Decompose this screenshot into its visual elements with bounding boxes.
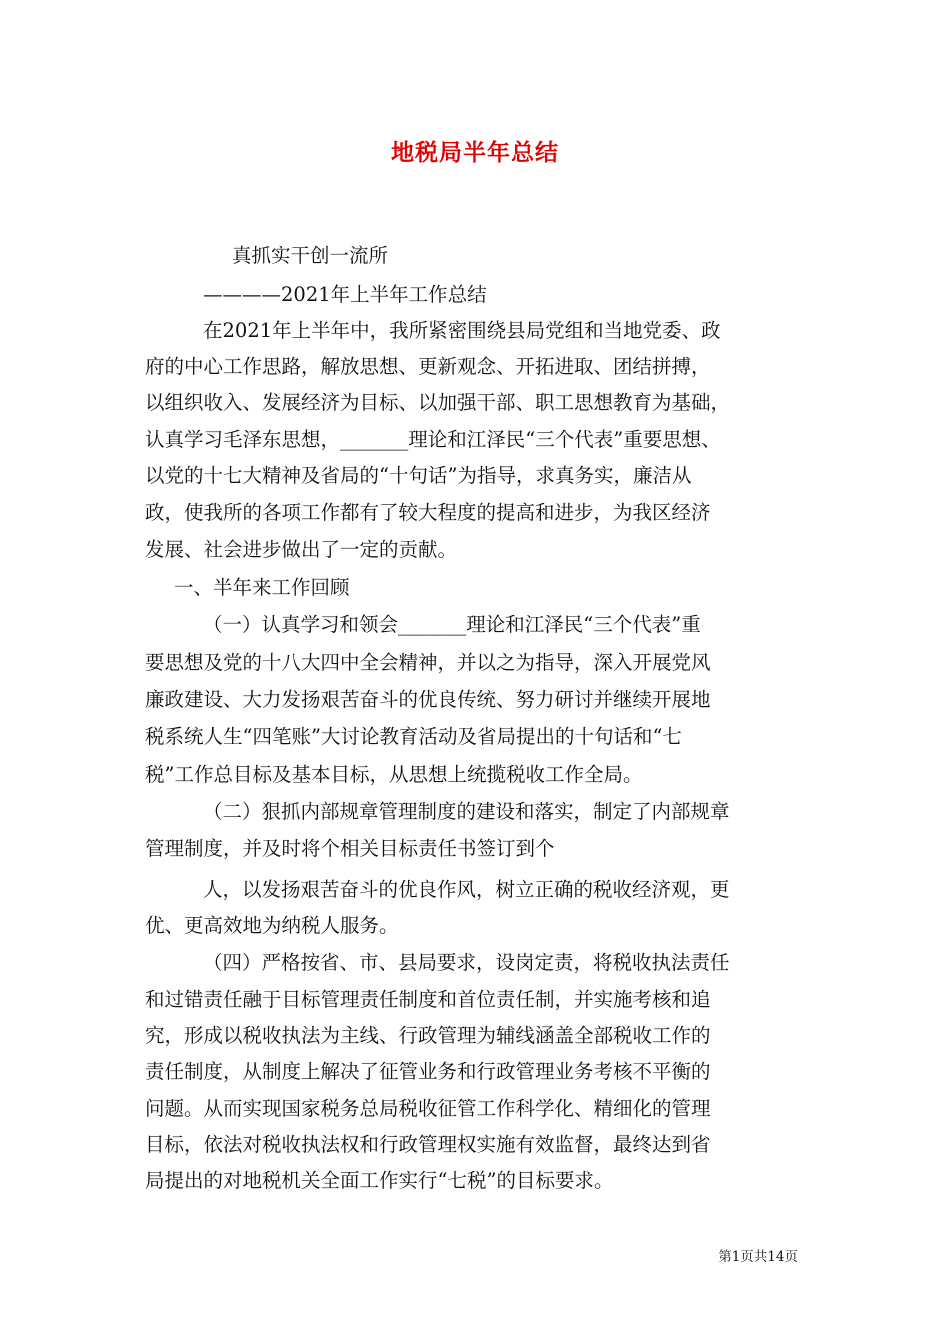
paragraph-line: （四）严格按省、市、县局要求，设岗定责，将税收执法责任 — [203, 951, 730, 974]
paragraph-line: 局提出的对地税机关全面工作实行“七税”的目标要求。 — [145, 1169, 614, 1192]
paragraph-line: 廉政建设、大力发扬艰苦奋斗的优良传统、努力研讨并继续开展地 — [145, 688, 711, 711]
document-title: 地税局半年总结 — [391, 140, 559, 166]
paragraph-line: 目标，依法对税收执法权和行政管理权实施有效监督，最终达到省 — [145, 1133, 711, 1156]
paragraph-line: 认真学习毛泽东思想，_______理论和江泽民“三个代表”重要思想、 — [145, 428, 721, 451]
subtitle-line: 真抓实干创一流所 — [232, 244, 389, 267]
paragraph-line: 在2021年上半年中，我所紧密围绕县局党组和当地党委、政 — [203, 319, 721, 342]
paragraph-line: 政，使我所的各项工作都有了较大程度的提高和进步，为我区经济 — [145, 501, 711, 524]
paragraph-line: 责任制度，从制度上解决了征管业务和行政管理业务考核不平衡的 — [145, 1060, 711, 1083]
subtitle-date-line: ————2021年上半年工作总结 — [203, 283, 487, 306]
section-heading: 一、半年来工作回顾 — [174, 576, 350, 599]
paragraph-line: 税”工作总目标及基本目标，从思想上统揽税收工作全局。 — [145, 763, 643, 786]
paragraph-line: 府的中心工作思路，解放思想、更新观念、开拓进取、团结拼搏， — [145, 355, 711, 378]
paragraph-line: 要思想及党的十八大四中全会精神，并以之为指导，深入开展党风 — [145, 651, 711, 674]
page-number: 第1页共14页 — [718, 1249, 798, 1265]
paragraph-line: 问题。从而实现国家税务总局税收征管工作科学化、精细化的管理 — [145, 1097, 711, 1120]
paragraph-line: （二）狠抓内部规章管理制度的建设和落实，制定了内部规章 — [203, 800, 730, 823]
paragraph-line: （一）认真学习和领会_______理论和江泽民“三个代表”重 — [203, 613, 701, 636]
paragraph-line: 管理制度，并及时将个相关目标责任书签订到个 — [145, 837, 555, 860]
paragraph-line: 以组织收入、发展经济为目标、以加强干部、职工思想教育为基础， — [145, 391, 731, 414]
paragraph-line: 人，以发扬艰苦奋斗的优良作风，树立正确的税收经济观，更 — [203, 878, 730, 901]
paragraph-line: 以党的十七大精神及省局的“十句话”为指导，求真务实，廉洁从 — [145, 464, 692, 487]
paragraph-line: 税系统人生“四笔账”大讨论教育活动及省局提出的十句话和“七 — [145, 725, 682, 748]
paragraph-line: 和过错责任融于目标管理责任制度和首位责任制，并实施考核和追 — [145, 988, 711, 1011]
paragraph-line: 优、更高效地为纳税人服务。 — [145, 914, 399, 937]
paragraph-line: 究，形成以税收执法为主线、行政管理为辅线涵盖全部税收工作的 — [145, 1024, 711, 1047]
paragraph-line: 发展、社会进步做出了一定的贡献。 — [145, 538, 458, 561]
